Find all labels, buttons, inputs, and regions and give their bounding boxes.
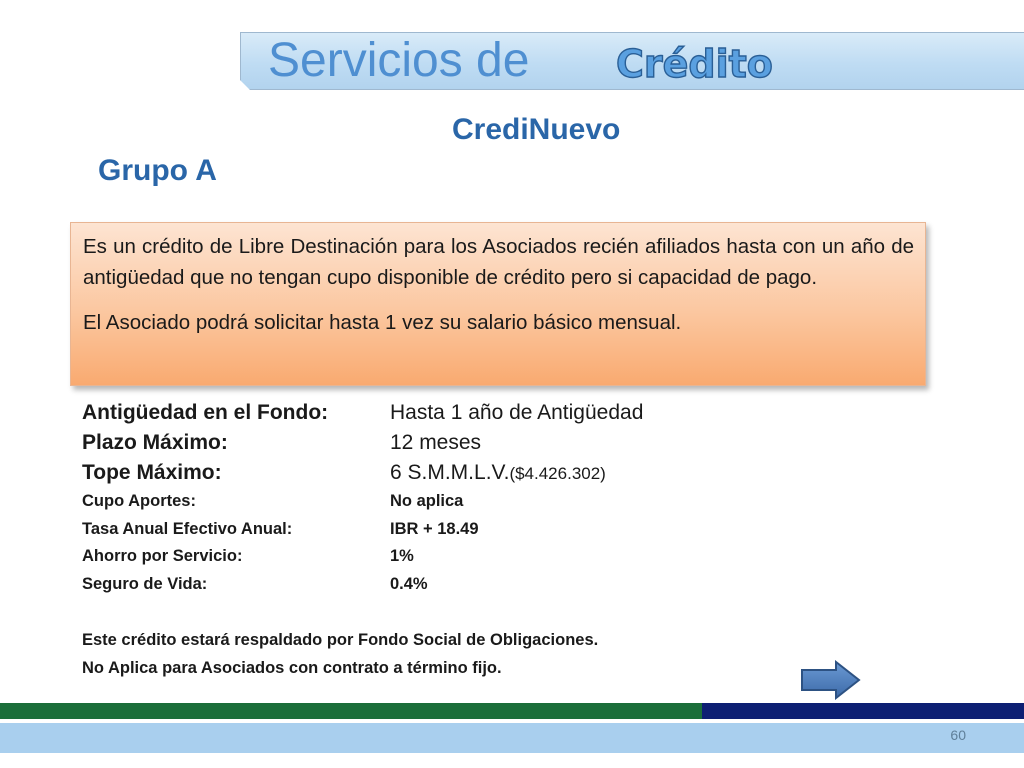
description-paragraph-1: Es un crédito de Libre Destinación para los Asociados recién afiliados hasta con un año de antigüedad que no tengan cupo disponible de crédito pero si capacidad de pago.	[83, 235, 914, 289]
detail-value: No aplica	[390, 492, 464, 510]
detail-row-ahorro	[82, 543, 942, 571]
notes	[82, 626, 598, 682]
footer-bar-green	[0, 703, 702, 719]
description-box	[70, 222, 926, 386]
detail-row-seguro	[82, 571, 942, 599]
note-respaldo: Este crédito estará respaldado por Fondo Social de Obligaciones.	[82, 631, 599, 649]
detail-value: Hasta 1 año de Antigüedad	[390, 401, 644, 424]
detail-label: Tasa Anual Efectivo Anual:	[82, 519, 293, 538]
detail-label: Seguro de Vida:	[82, 574, 208, 593]
description-paragraph-2: El Asociado podrá solicitar hasta 1 vez su salario básico mensual.	[83, 311, 682, 334]
right-arrow-icon	[800, 660, 862, 700]
next-slide-button[interactable]	[800, 660, 862, 700]
detail-label: Plazo Máximo:	[82, 431, 228, 454]
detail-value-amount: ($4.426.302)	[509, 464, 606, 483]
detail-row-tope	[82, 458, 942, 488]
detail-value: 1%	[390, 547, 414, 565]
detail-label: Tope Máximo:	[82, 461, 222, 484]
detail-value: 12 meses	[390, 431, 482, 454]
detail-row-antiguedad	[82, 398, 942, 428]
detail-label: Antigüedad en el Fondo:	[82, 401, 329, 424]
footer-bar-navy	[702, 703, 1024, 719]
page-number: 60	[950, 727, 966, 743]
detail-row-cupo	[82, 488, 942, 516]
footer-bar-light	[0, 723, 1024, 753]
details-list	[82, 398, 942, 598]
group-heading: Grupo A	[98, 154, 217, 187]
detail-value: 0.4%	[390, 574, 428, 593]
title-credito: Crédito	[616, 42, 773, 86]
detail-value: IBR + 18.49	[390, 519, 479, 538]
title-servicios-de: Servicios de	[268, 34, 530, 87]
detail-label: Cupo Aportes:	[82, 492, 196, 510]
detail-row-tasa	[82, 516, 942, 544]
detail-row-plazo	[82, 428, 942, 458]
detail-value: 6 S.M.M.L.V.($4.426.302)	[390, 461, 606, 484]
detail-label: Ahorro por Servicio:	[82, 547, 243, 565]
subtitle-credinuevo: CrediNuevo	[452, 113, 621, 146]
note-no-aplica: No Aplica para Asociados con contrato a término fijo.	[82, 659, 502, 677]
